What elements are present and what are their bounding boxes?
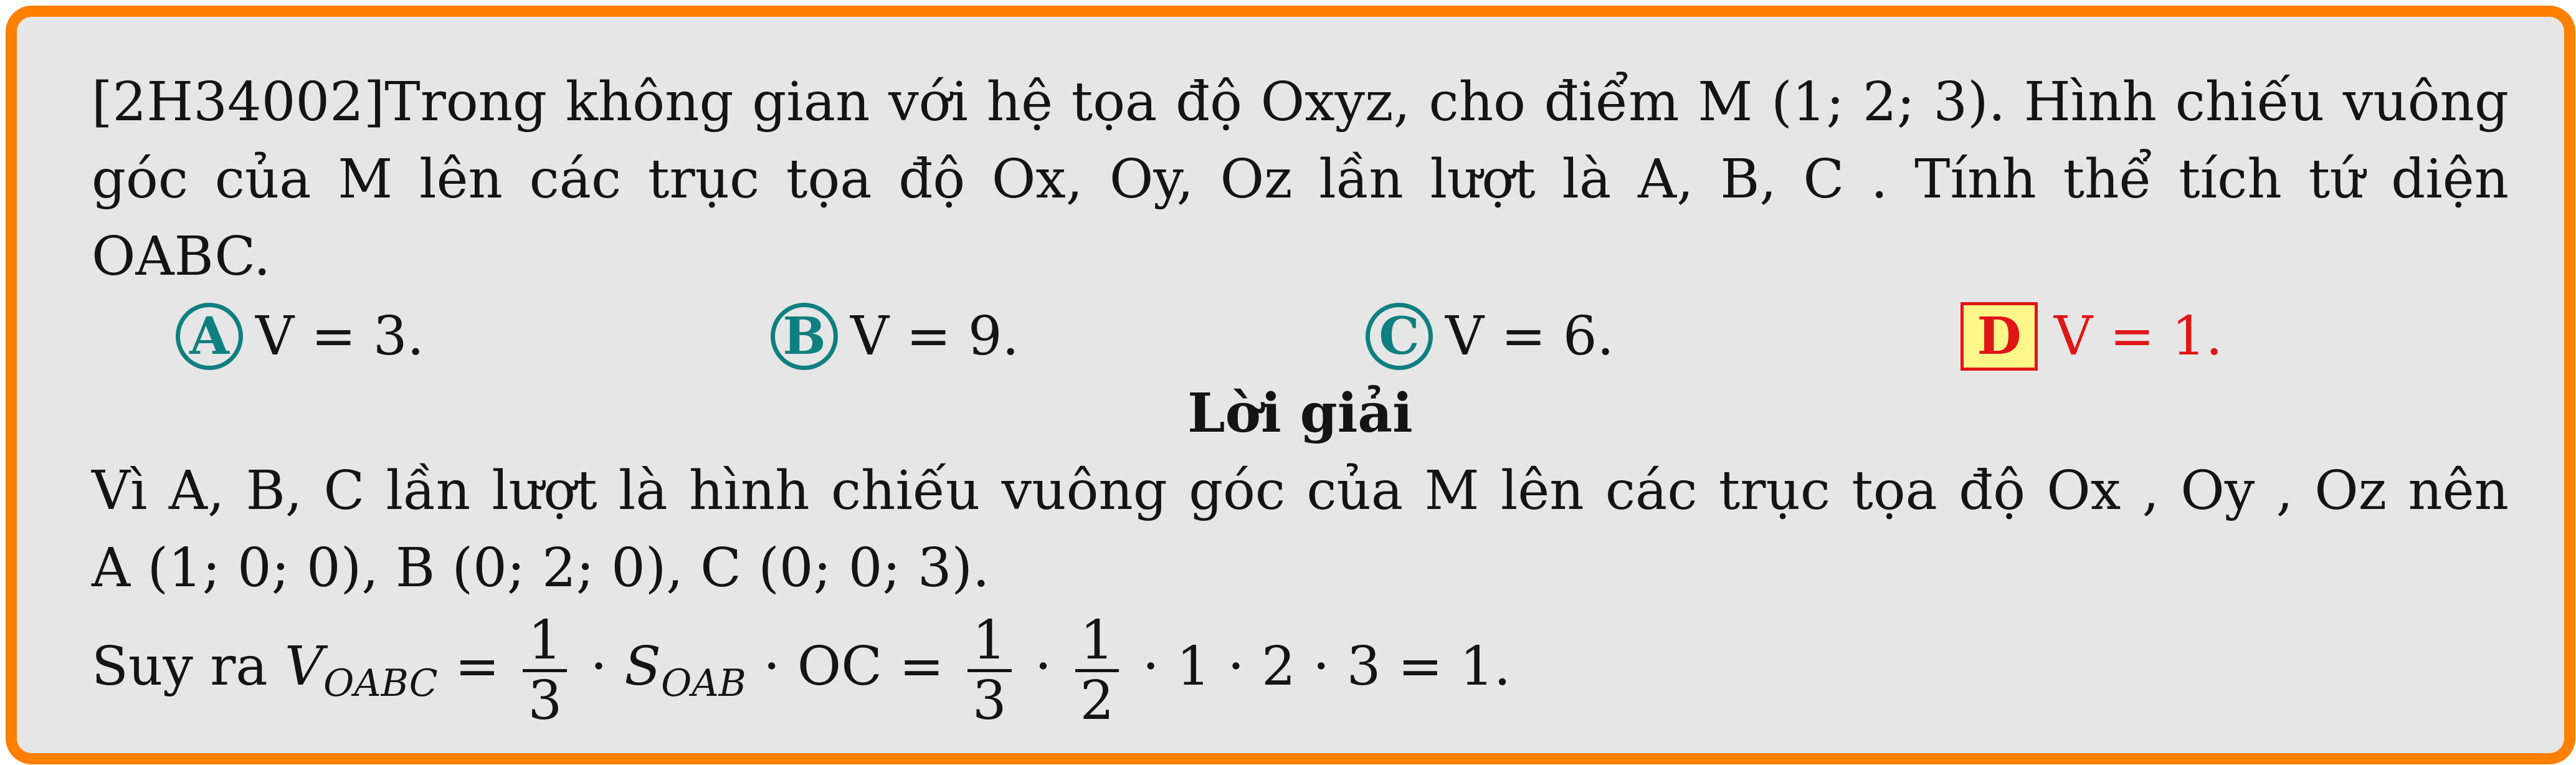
fraction-numerator: 1 bbox=[1075, 612, 1119, 672]
formula-eq1: = bbox=[455, 635, 500, 698]
fraction-one-third-b bbox=[967, 609, 1012, 732]
fraction-denominator: 3 bbox=[972, 670, 1007, 732]
choice-c-text: V = 6. bbox=[1445, 305, 1614, 368]
choice-d[interactable] bbox=[1961, 298, 2223, 375]
formula-v: V bbox=[284, 635, 324, 698]
choice-d-badge: D bbox=[1961, 302, 2038, 371]
choice-a[interactable] bbox=[176, 298, 424, 375]
choice-c[interactable] bbox=[1366, 298, 1614, 375]
fraction-one-half bbox=[1075, 609, 1119, 732]
formula-dot1: · bbox=[590, 635, 607, 698]
question-line-2: góc của M lên các trục tọa độ Ox, Oy, Oz lần lượt là A, B, C . Tính thể tích tứ diện bbox=[92, 148, 2509, 211]
formula-s: S bbox=[624, 635, 662, 698]
fraction-one-third-a bbox=[523, 609, 567, 732]
formula-v-sub: OABC bbox=[323, 662, 438, 705]
fraction-numerator: 1 bbox=[523, 612, 567, 672]
solution-line-1: Vì A, B, C lần lượt là hình chiếu vuông góc của M lên các trục tọa độ Ox , Oy , Oz nên bbox=[92, 460, 2509, 522]
fraction-denominator: 2 bbox=[1080, 670, 1115, 732]
choice-b-text: V = 9. bbox=[850, 305, 1019, 368]
formula-mid: · OC = bbox=[763, 635, 944, 698]
formula-prefix: Suy ra bbox=[92, 635, 268, 698]
choice-a-text: V = 3. bbox=[255, 305, 424, 368]
formula-s-sub: OAB bbox=[661, 662, 746, 705]
problem-content bbox=[92, 64, 2509, 732]
solution-heading: Lời giải bbox=[1187, 382, 1413, 445]
choice-b[interactable] bbox=[771, 298, 1019, 375]
solution-line-2: A (1; 0; 0), B (0; 2; 0), C (0; 0; 3). bbox=[92, 537, 990, 599]
choice-b-badge: B bbox=[771, 303, 838, 370]
answer-choices bbox=[92, 298, 2509, 375]
choice-a-badge: A bbox=[176, 303, 243, 370]
question-line-3: OABC. bbox=[92, 226, 271, 288]
fraction-denominator: 3 bbox=[528, 670, 563, 732]
formula-dot2: · bbox=[1034, 635, 1052, 698]
question-line-1: [2H34002]Trong không gian với hệ tọa độ Oxyz, cho điểm M (1; 2; 3). Hình chiếu vuông bbox=[92, 71, 2509, 133]
formula-tail: · 1 · 2 · 3 = 1. bbox=[1142, 635, 1511, 698]
problem-card bbox=[6, 6, 2575, 764]
volume-formula bbox=[92, 609, 2509, 732]
choice-d-text: V = 1. bbox=[2054, 305, 2223, 368]
choice-c-badge: C bbox=[1366, 303, 1433, 370]
fraction-numerator: 1 bbox=[967, 612, 1012, 672]
